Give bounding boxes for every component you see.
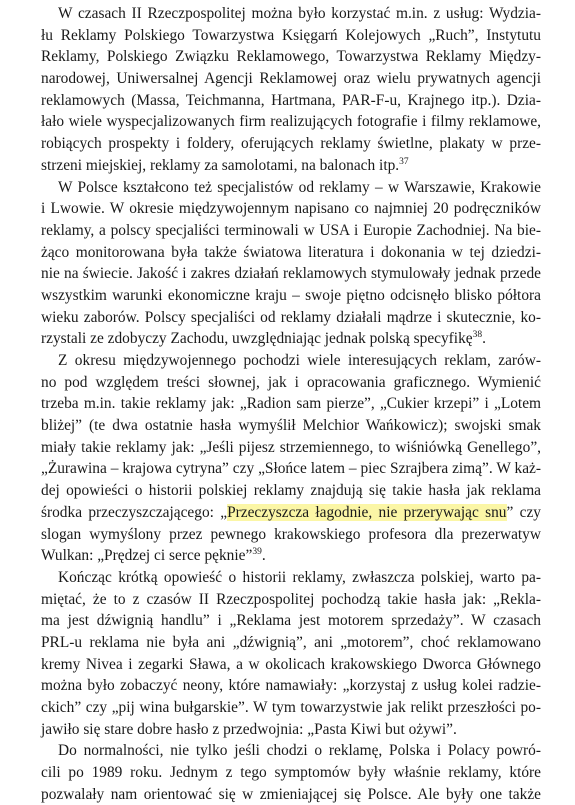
text-segment: Kończąc krótką opowieść o historii reklamy, zwłaszcza polskiej, warto pa- — [58, 568, 541, 586]
text-line — [41, 545, 541, 567]
text-segment: slogan wymyślony przez pewnego krakowskiego profesora dla prezerwatyw — [41, 525, 541, 543]
text-segment: miały takie reklamy jak: „Jeśli pijesz strzemiennego, to wiśniówką Genellego”, — [41, 438, 541, 456]
text-line — [41, 697, 541, 719]
text-line — [41, 610, 541, 632]
text-line — [41, 111, 541, 133]
text-segment: reklamowych (Massa, Teichmanna, Hartmana, PAR-F-u, Krajnego itp.). Dzia- — [41, 91, 541, 109]
text-line — [41, 46, 541, 68]
text-segment: jawiło się stare dobre hasło z przedwojnia: „Pasta Kiwi but ożywi”. — [41, 720, 457, 738]
text-line — [41, 784, 541, 805]
footnote-marker: 37 — [399, 156, 409, 167]
text-segment: można było zobaczyć neony, które namawiały: „korzystaj z usług kolei radzie- — [41, 677, 541, 695]
text-segment: PRL-u reklama nie była ani „dźwignią”, ani „motorem”, choć reklamowano — [41, 633, 541, 651]
text-line — [41, 719, 541, 741]
text-line — [41, 415, 541, 437]
text-line — [41, 372, 541, 394]
text-line — [41, 589, 541, 611]
text-line — [41, 90, 541, 112]
text-line — [41, 740, 541, 762]
text-line — [41, 567, 541, 589]
text-segment: W Polsce kształcono też specjalistów od reklamy – w Warszawie, Krakowie — [58, 178, 541, 196]
text-segment: Z okresu międzywojennego pochodzi wiele interesujących reklam, zarów- — [58, 352, 541, 369]
text-segment: W czasach II Rzeczpospolitej można było korzystać m.in. z usług: Wydzia- — [58, 5, 541, 22]
text-segment: ckich” czy „pij wina bułgarskie”. W tym towarzystwie jak relikt przeszłości po- — [41, 699, 541, 716]
text-segment: ma jest dźwignią handlu” i „Reklama jest motorem sprzedaży”. W czasach — [41, 612, 541, 630]
text-segment: kremy Nivea i zegarki Sława, a w okolicach krakowskiego Dworca Głównego — [41, 655, 541, 673]
text-segment: . — [482, 330, 486, 348]
footnote-marker: 39 — [252, 547, 262, 558]
text-line — [41, 632, 541, 654]
text-segment: nie na świecie. Jakość i zakres działań reklamowych stymulowały jednak przede — [41, 265, 541, 283]
text-segment: ” czy — [506, 503, 541, 521]
text-segment: pozwalały nam orientować się w zmieniającej się Polsce. Ale były one także — [41, 785, 541, 803]
text-line — [41, 675, 541, 697]
text-segment: trzeba m.in. takie reklamy jak: „Radion sam pierze”, „Cukier krzepi” i „Lotem — [41, 395, 541, 413]
text-segment: miętać, że to z czasów II Rzeczpospolitej pochodzą takie hasła jak: „Rekla- — [41, 590, 541, 608]
text-segment: dej opowieści o historii polskiej reklamy znajdują się takie hasła jak reklama — [41, 482, 541, 500]
text-segment: bliżej” (te dwa ostatnie hasła wymyślił Melchior Wańkowicz); swojski smak — [41, 417, 541, 435]
text-line — [41, 285, 541, 307]
text-segment: Do normalności, nie tylko jeśli chodzi o reklamę, Polska i Polacy powró- — [58, 742, 541, 760]
text-segment: robiących prospekty i foldery, oferujących reklamy świetlne, plakaty w prze- — [41, 135, 541, 153]
text-line — [41, 307, 541, 329]
text-segment: Wulkan: „Prędzej ci serce pęknie” — [41, 547, 253, 565]
text-line — [41, 654, 541, 676]
text-line — [41, 220, 541, 242]
text-segment: strzeni miejskiej, reklamy za samolotami, na balonach itp. — [41, 156, 400, 174]
text-segment: żąco monitorowana była także światowa literatura i dokonania w tej dziedzi- — [41, 243, 541, 261]
text-line — [41, 350, 541, 372]
text-line — [41, 502, 541, 524]
text-line — [41, 762, 541, 784]
text-line — [41, 437, 541, 459]
text-line — [41, 25, 541, 47]
text-segment: reklamy, a polscy specjaliści terminowali w USA i Europie Zachodniej. Na bie- — [41, 221, 541, 239]
text-segment: narodowej, Uniwersalnej Agencji Reklamowej oraz wielu prywatnych agencji — [41, 70, 541, 88]
text-line — [41, 68, 541, 90]
text-line — [41, 3, 541, 25]
text-line — [41, 133, 541, 155]
text-line — [41, 198, 541, 220]
text-segment: wszystkim warunki ekonomiczne kraju – swoje piętno odcisnęło blisko półtora — [41, 286, 541, 304]
text-line — [41, 263, 541, 285]
text-segment: i Lwowie. W okresie międzywojennym napisano co najmniej 20 podręczników — [41, 200, 541, 218]
text-segment: „Żurawina – krajowa cytryna” czy „Słońce latem – piec Szrajbera zimą”. W każ- — [41, 460, 541, 478]
footnote-marker: 38 — [472, 330, 483, 341]
text-segment: łało wiele wyspecjalizowanych firm realizujących fotografie i filmy reklamowe, — [41, 113, 541, 131]
text-line — [41, 155, 541, 177]
text-segment: . — [261, 547, 266, 565]
text-line — [41, 177, 541, 199]
text-segment: łu Reklamy Polskiego Towarzystwa Księgarń Kolejowych „Ruch”, Instytutu — [41, 26, 541, 44]
text-segment: wieku zaborów. Polscy specjaliści od reklamy działali mądrze i skutecznie, ko- — [41, 308, 541, 326]
text-segment: rzystali ze zdobyczy Zachodu, uwzględniając jednak polską specyfikę — [41, 330, 473, 348]
text-segment: środka przeczyszczającego: „ — [41, 503, 228, 521]
text-segment: no pod względem treści słownej, jak i opracowania graficznego. Wymienić — [41, 373, 541, 391]
highlighted-text: Przeczyszcza łagodnie, nie przerywając snu — [227, 503, 507, 521]
text-line — [41, 458, 541, 480]
text-line — [41, 393, 541, 415]
text-line — [41, 480, 541, 502]
text-segment: Reklamy, Polskiego Związku Reklamowego, Towarzystwa Reklamy Między- — [41, 48, 541, 66]
text-segment: cili po 1989 roku. Jednym z tego symptomów były właśnie reklamy, które — [41, 764, 541, 782]
text-line — [41, 328, 541, 350]
text-line — [41, 242, 541, 264]
text-line — [41, 524, 541, 546]
